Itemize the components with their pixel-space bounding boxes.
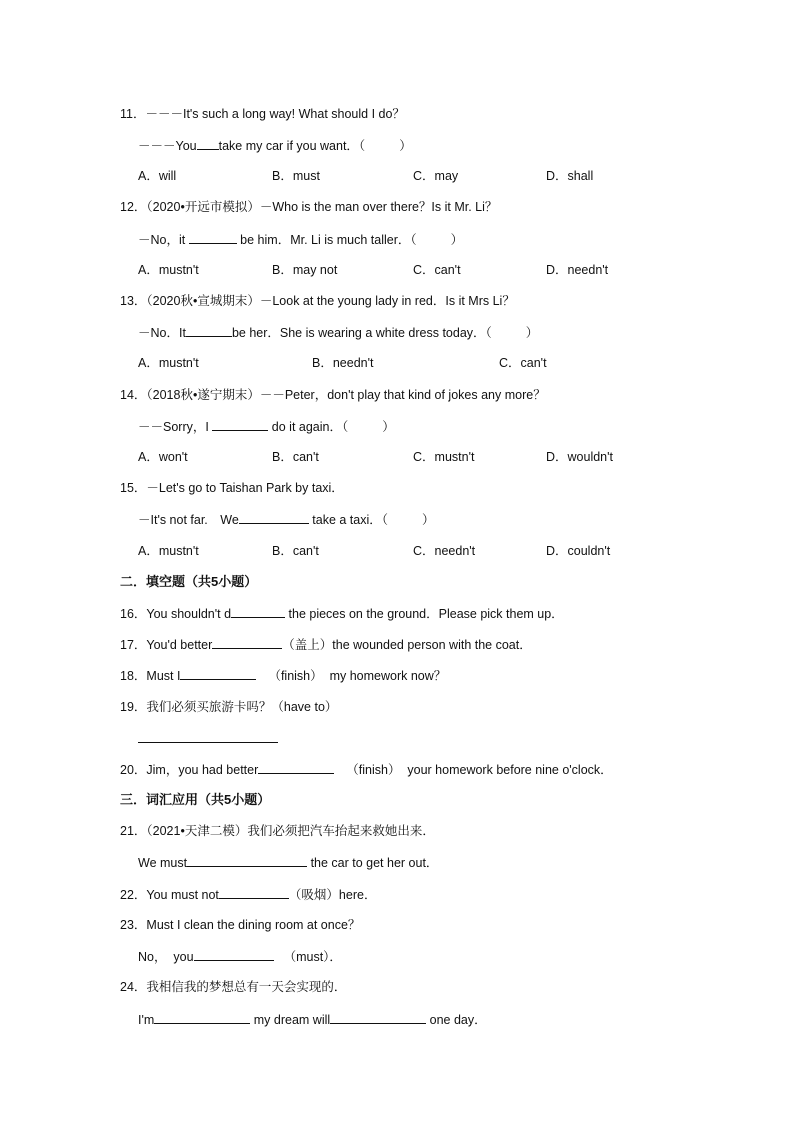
q12-option-a: A．mustn't	[138, 263, 199, 277]
q14-option-d: D．wouldn't	[546, 450, 613, 464]
question-23: 23．Must I clean the dining room at once？	[120, 918, 361, 932]
q11-option-c: C．may	[413, 169, 459, 183]
q13-paren-close: ）	[525, 326, 539, 340]
q18-blank	[180, 667, 256, 680]
q24-blank-2	[330, 1011, 426, 1024]
q12-option-b: B．may not	[272, 263, 338, 277]
q21-text-b: the car to get her out．	[307, 856, 439, 870]
q22-text-a: 22．You must not	[120, 888, 219, 902]
q11-text-a: －－－You	[138, 139, 197, 153]
question-16	[120, 605, 564, 622]
q16-text-a: 16．You shouldn't d	[120, 607, 232, 621]
q15-option-b: B．can't	[272, 544, 319, 558]
q18-text-b: （finish） my homework now？	[268, 669, 447, 683]
q14-text-b: do it again．（	[268, 420, 349, 434]
q24-text-c: one day．	[426, 1013, 487, 1027]
q17-text-a: 17．You'd better	[120, 638, 213, 652]
question-21-sentence	[138, 854, 438, 871]
q15-paren-close: ）	[422, 513, 435, 527]
q11-blank	[197, 137, 219, 150]
section-2-heading: 二．填空题（共5小题）	[120, 574, 258, 589]
q12-text-b: be him．Mr. Li is much taller．（	[236, 233, 417, 247]
question-19: 19．我们必须买旅游卡吗？（have to）	[120, 700, 338, 714]
question-13-sentence	[138, 324, 538, 341]
q13-option-a: A．mustn't	[138, 356, 199, 370]
q12-paren-close: ）	[450, 233, 464, 247]
question-12-sentence	[138, 231, 463, 248]
q20-text-a: 20．Jim，you had better	[120, 763, 259, 777]
q15-text-b: take a taxi．（	[308, 513, 389, 527]
q13-option-c: C．can't	[499, 356, 547, 370]
q11-option-d: D．shall	[546, 169, 594, 183]
q21-text-a: We must	[138, 856, 188, 870]
question-15-sentence	[138, 511, 435, 528]
q23-text-b: （must）．	[283, 950, 342, 964]
section-3-heading: 三．词汇应用（共5小题）	[120, 792, 271, 807]
q22-text-b: （吸烟）here．	[288, 888, 377, 902]
question-14: 14．（2018秋•遂宁期末）－－Peter，don't play that kind of jokes any more？	[120, 388, 546, 402]
question-11-sentence	[138, 137, 412, 154]
q12-text-a: －No，it	[138, 233, 189, 247]
q16-blank	[231, 605, 285, 618]
question-17	[120, 636, 532, 653]
q14-paren-close: ）	[382, 420, 395, 434]
q13-blank	[186, 324, 232, 337]
q22-blank	[219, 886, 289, 899]
q12-blank	[189, 231, 237, 244]
q11-option-a: A．will	[138, 169, 177, 183]
q15-option-a: A．mustn't	[138, 544, 199, 558]
q13-text-a: －No．It	[138, 326, 186, 340]
q13-text-b: be her．She is wearing a white dress today．（	[231, 326, 492, 340]
q15-text-a: －It's not far. We	[138, 513, 239, 527]
q24-text-a: I'm	[138, 1013, 155, 1027]
q11-option-b: B．must	[272, 169, 320, 183]
question-11: 11．－－－It's such a long way! What should I do？	[120, 107, 405, 121]
q21-blank	[187, 854, 307, 867]
q14-option-a: A．won't	[138, 450, 188, 464]
q23-blank	[194, 948, 274, 961]
q15-option-c: C．needn't	[413, 544, 476, 558]
q14-option-c: C．mustn't	[413, 450, 475, 464]
q24-text-b: my dream will	[250, 1013, 331, 1027]
q23-text-a: No， you	[138, 950, 194, 964]
q20-text-b: （finish） your homework before nine o'clock．	[346, 763, 613, 777]
q14-blank	[212, 418, 268, 431]
q19-answer-line	[138, 730, 278, 747]
question-14-sentence	[138, 418, 395, 435]
question-21: 21．（2021•天津二模）我们必须把汽车抬起来救她出来．	[120, 824, 435, 838]
q20-blank	[258, 761, 334, 774]
question-15: 15．－Let's go to Taishan Park by taxi．	[120, 481, 344, 495]
q12-option-c: C．can't	[413, 263, 461, 277]
question-24: 24．我相信我的梦想总有一天会实现的．	[120, 980, 347, 994]
q11-paren-close: ）	[399, 139, 412, 153]
q18-text-a: 18．Must I	[120, 669, 181, 683]
question-12: 12．（2020•开远市模拟）－Who is the man over there？Is it Mr. Li？	[120, 200, 498, 214]
q16-text-b: the pieces on the ground．Please pick them up．	[285, 607, 564, 621]
q11-text-b: take my car if you want．（	[218, 139, 366, 153]
q12-option-d: D．needn't	[546, 263, 609, 277]
q17-text-b: （盖上）the wounded person with the coat．	[282, 638, 532, 652]
q14-option-b: B．can't	[272, 450, 319, 464]
q24-blank-1	[154, 1011, 250, 1024]
q14-text-a: －－Sorry，I	[138, 420, 213, 434]
q19-blank	[138, 730, 278, 743]
question-24-sentence	[138, 1011, 487, 1028]
question-20	[120, 761, 613, 778]
q15-blank	[239, 511, 309, 524]
q17-blank	[212, 636, 282, 649]
question-18	[120, 667, 446, 684]
question-22	[120, 886, 376, 903]
question-23-sentence	[138, 948, 342, 965]
q13-option-b: B．needn't	[312, 356, 374, 370]
question-13: 13．（2020秋•宣城期末）－Look at the young lady in red．Is it Mrs Li？	[120, 294, 515, 308]
q15-option-d: D．couldn't	[546, 544, 611, 558]
